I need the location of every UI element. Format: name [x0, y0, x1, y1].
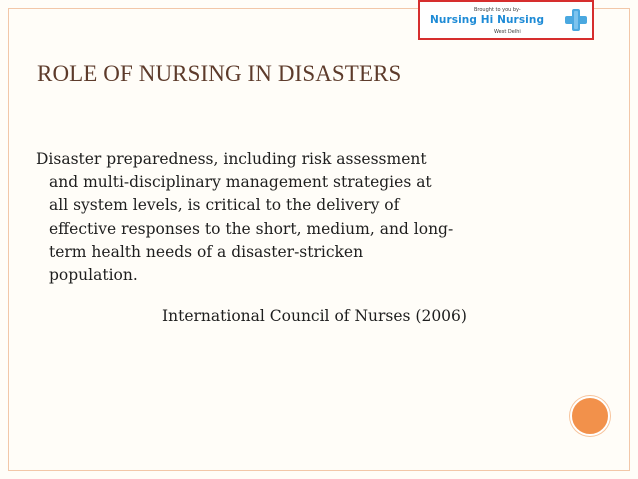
body-line: Disaster preparedness, including risk assessment — [36, 150, 427, 168]
body-line: effective responses to the short, medium, and long- — [49, 219, 454, 238]
body-paragraph — [36, 148, 556, 287]
slide-title: ROLE OF NURSING IN DISASTERS — [37, 61, 402, 86]
body-line: term health needs of a disaster-stricken — [49, 242, 364, 261]
citation: International Council of Nurses (2006) — [162, 307, 467, 325]
decorative-circle — [570, 396, 610, 436]
logo-name: Nursing Hi Nursing — [430, 14, 545, 26]
body-line: and multi-disciplinary management strategies at — [49, 173, 432, 192]
body-line: all system levels, is critical to the delivery of — [49, 196, 400, 215]
body-line: population. — [49, 266, 138, 285]
brand-logo — [418, 0, 594, 40]
logo-location: West Delhi — [494, 29, 521, 35]
logo-tagline: Brought to you by- — [474, 7, 521, 13]
medical-cross-icon — [564, 8, 588, 32]
